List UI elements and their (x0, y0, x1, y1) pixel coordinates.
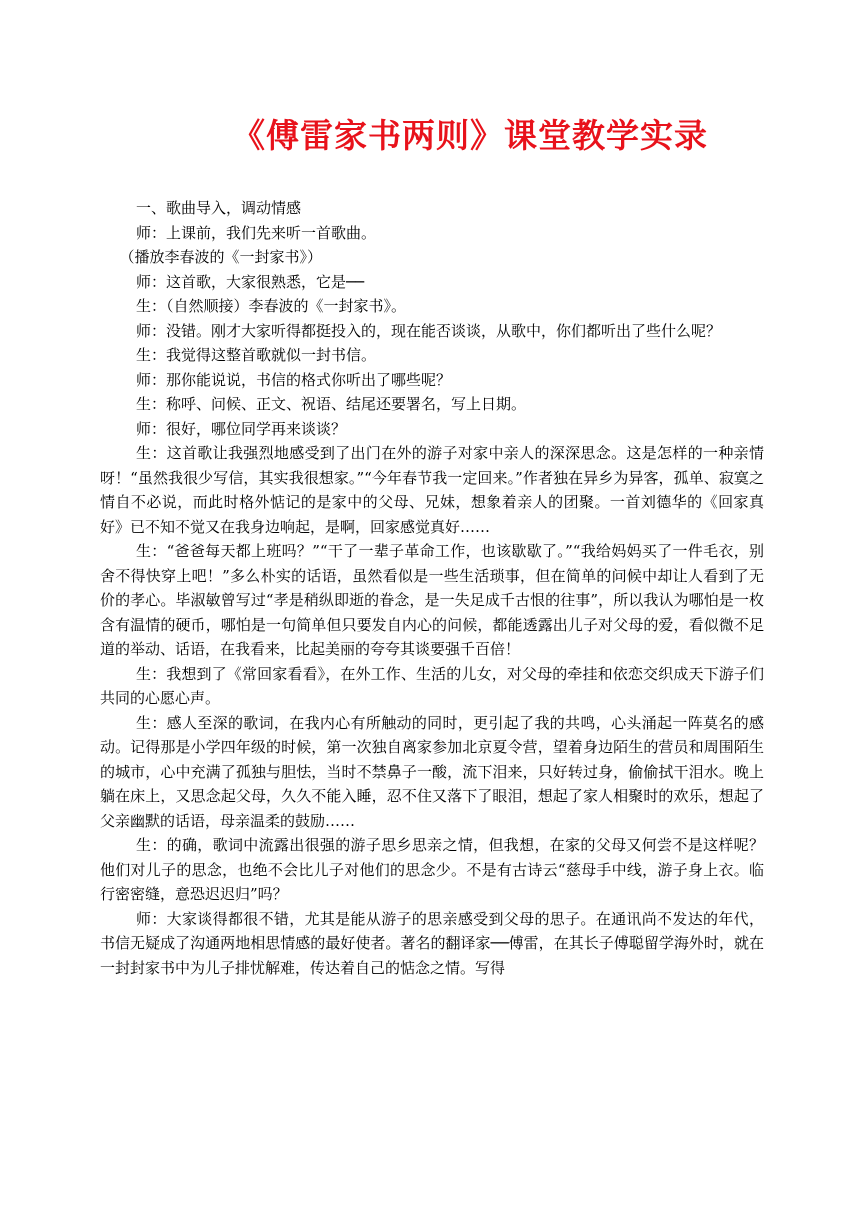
paragraph: 师：没错。刚才大家听得都挺投入的，现在能否谈谈，从歌中，你们都听出了些什么呢？ (136, 321, 722, 340)
paragraph: 生：我觉得这整首歌就似一封书信。 (136, 346, 377, 364)
paragraph: 生：感人至深的歌词，在我内心有所触动的同时，更引起了我的共鸣，心头涌起一阵莫名的感动。记得那是小学四年级的时候，第一次独自离家参加北京夏令营，望着身边陌生的营员和周围陌生的城市，心中充满了孤独与胆怯，当时不禁鼻子一酸，流下泪来，只好转过身，偷偷拭干泪水。晚上躺在床上，又思念起父母，久久不能入睡，忍不住又落下了眼泪，想起了家人相聚时的欢乐，想起了父亲幽默的话语，母亲温柔的鼓励…… (100, 713, 764, 830)
paragraph: 师：这首歌，大家很熟悉，它是── (136, 272, 365, 291)
document-body (100, 196, 764, 980)
paragraph: 师：那你能说说，书信的格式你听出了哪些呢？ (136, 370, 452, 389)
section-heading: 一、歌曲导入，调动情感 (136, 199, 302, 217)
paragraph: 生：（自然顺接）李春波的《一封家书》。 (136, 297, 407, 315)
paragraph: 师：上课前，我们先来听一首歌曲。 (136, 223, 377, 242)
paragraph: （播放李春波的《一封家书》） (119, 248, 323, 266)
paragraph: 生：“爸爸每天都上班吗？”“干了一辈子革命工作，也该歇歇了。”“我给妈妈买了一件毛衣，别舍不得快穿上吧！”多么朴实的话语，虽然看似是一些生活琐事，但在简单的问候中却让人看到了无价的孝心。毕淑敏曾写过“孝是稍纵即逝的眷念，是一失足成千古恨的往事”，所以我认为哪怕是一枚含有温情的硬币，哪怕是一句简单但只要发自内心的问候，都能透露出儿子对父母的爱，看似微不足道的举动、话语，在我看来，比起美丽的夸夸其谈要强千百倍！ (100, 542, 764, 658)
paragraph: 师：很好，哪位同学再来谈谈？ (136, 419, 347, 438)
paragraph: 生：称呼、问候、正文、祝语、结尾还要署名，写上日期。 (136, 395, 527, 413)
paragraph: 生：这首歌让我强烈地感受到了出门在外的游子对家中亲人的深深思念。这是怎样的一种亲情呀！“虽然我很少写信，其实我很想家。”“今年春节我一定回来。”作者独在异乡为异客，孤单、寂寞之情自不必说，而此时格外惦记的是家中的父母、兄妹，想象着亲人的团聚。一首刘德华的《回家真好》已不知不觉又在我身边响起，是啊，回家感觉真好…… (100, 444, 764, 536)
document-title: 《傅雷家书两则》课堂教学实录 (232, 116, 708, 155)
paragraph: 生：我想到了《常回家看看》，在外工作、生活的儿女，对父母的牵挂和依恋交织成天下游子们共同的心愿心声。 (100, 664, 764, 707)
paragraph: 生：的确，歌词中流露出很强的游子思乡思亲之情，但我想，在家的父母又何尝不是这样呢？他们对儿子的思念，也绝不会比儿子对他们的思念少。不是有古诗云“慈母手中线，游子身上衣。临行密密缝，意恐迟迟归”吗？ (100, 836, 764, 903)
paragraph: 师：大家谈得都很不错，尤其是能从游子的思亲感受到父母的思子。在通讯尚不发达的年代，书信无疑成了沟通两地相思情感的最好使者。著名的翻译家──傅雷，在其长子傅聪留学海外时，就在一封封家书中为儿子排忧解难，传达着自己的惦念之情。写得 (100, 909, 764, 977)
